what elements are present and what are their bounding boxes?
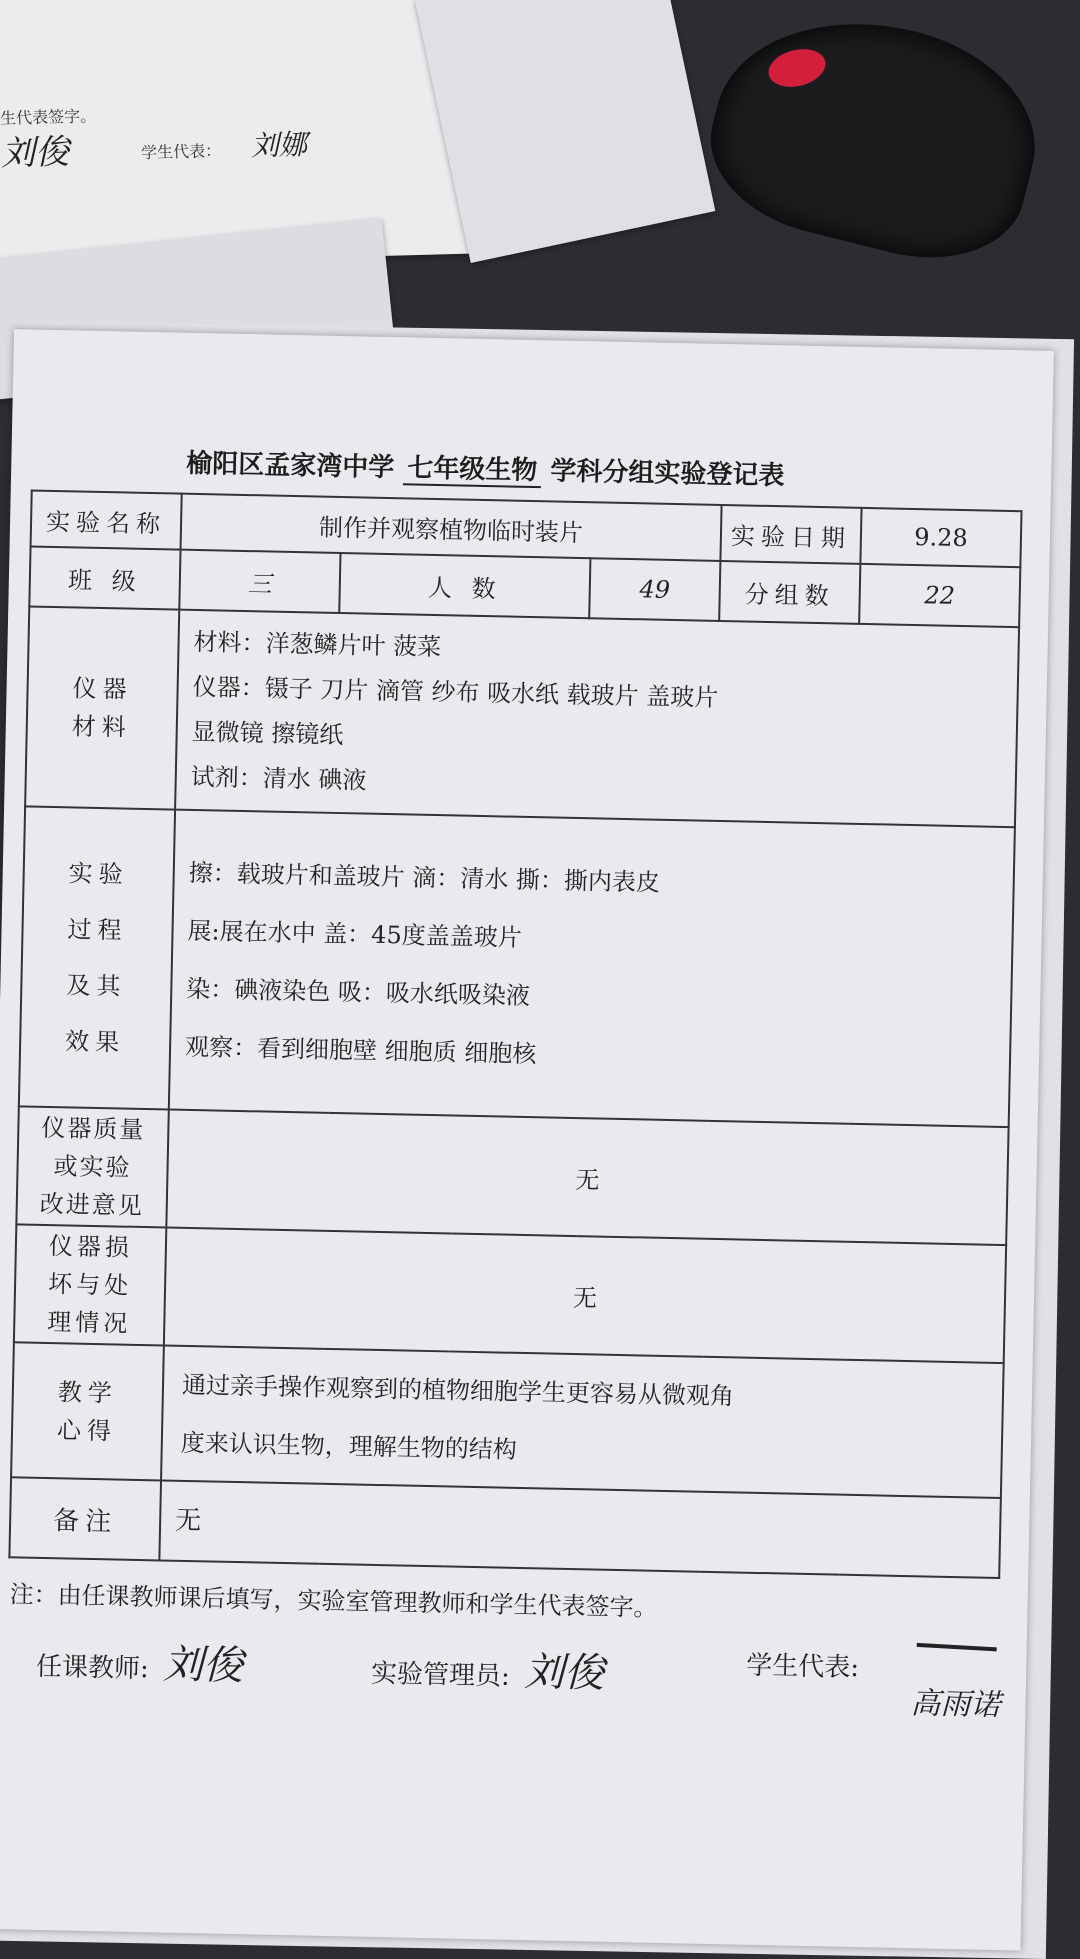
label-process-line: 及其	[66, 971, 127, 1001]
admin-signature-label: 实验管理员:	[370, 1658, 511, 1692]
value-people: 49	[589, 558, 720, 621]
value-process	[169, 810, 1015, 1128]
label-damage-line: 仪器损	[48, 1232, 134, 1262]
value-class: 三	[179, 550, 340, 613]
crossed-out-signature	[917, 1643, 997, 1651]
form-row-damage	[14, 1224, 1006, 1363]
label-class: 班 级	[29, 547, 180, 610]
title-subject: 七年级生物	[403, 453, 542, 488]
value-damage: 无	[164, 1227, 1006, 1363]
background-sheet	[0, 0, 474, 266]
reflection-line: 通过亲手操作观察到的植物细胞学生更容易从微观角	[181, 1370, 735, 1410]
label-process-line: 效果	[64, 1027, 126, 1057]
form-row-process	[19, 806, 1015, 1127]
materials-line: 材料：洋葱鳞片叶 菠菜	[193, 627, 442, 662]
label-damage-line: 理情况	[47, 1308, 132, 1338]
materials-line: 仪器：镊子 刀片 滴管 纱布 吸水纸 载玻片 盖玻片	[192, 672, 719, 712]
label-damage	[14, 1224, 166, 1345]
background-student-label: 学生代表：	[140, 141, 222, 163]
materials-line: 显微镜 擦镜纸	[191, 717, 344, 750]
student-signature-label: 学生代表:	[745, 1650, 860, 1684]
label-materials	[25, 606, 179, 809]
label-quality	[16, 1106, 168, 1227]
form-row-materials	[25, 606, 1019, 827]
label-experiment-date: 实验日期	[720, 505, 861, 564]
teacher-signature-label: 任课教师:	[35, 1651, 150, 1685]
label-process-line: 过程	[67, 915, 128, 945]
value-experiment-name: 制作并观察植物临时装片	[181, 494, 722, 561]
value-reflection	[161, 1345, 1004, 1498]
process-line: 擦：载玻片和盖玻片 滴：清水 撕：撕内表皮	[188, 858, 661, 897]
label-reflection	[11, 1342, 164, 1480]
label-materials-line: 材料	[71, 712, 133, 742]
label-experiment-name: 实验名称	[31, 491, 182, 550]
label-people: 人 数	[339, 553, 590, 618]
reflection-line: 度来认识生物，理解生物的结构	[180, 1428, 518, 1464]
admin-signature: 刘俊	[523, 1649, 605, 1697]
label-reflection-line: 心得	[56, 1415, 118, 1446]
label-remarks: 备注	[9, 1477, 161, 1560]
computer-mouse	[693, 0, 1057, 280]
label-process	[19, 806, 175, 1109]
teacher-signature: 刘俊	[162, 1641, 244, 1690]
experiment-form-table	[8, 489, 1022, 1579]
experiment-register-sheet	[0, 329, 1054, 1950]
value-quality: 无	[166, 1110, 1008, 1246]
student-signature-field	[746, 1645, 860, 1684]
background-teacher-signature: 刘俊	[0, 132, 70, 174]
form-footnote: 注：由任课教师课后填写，实验室管理教师和学生代表签字。	[9, 1580, 658, 1622]
label-groups: 分组数	[719, 561, 860, 624]
process-line: 展:展在水中 盖：45度盖盖玻片	[187, 916, 523, 952]
form-title	[186, 443, 785, 493]
background-student-signature: 刘娜	[250, 127, 308, 163]
value-experiment-date: 9.28	[860, 508, 1021, 567]
form-row-reflection	[11, 1342, 1004, 1498]
title-school: 榆阳区孟家湾中学	[186, 448, 395, 484]
label-materials-line: 仪器	[72, 674, 133, 704]
student-signature: 高雨诺	[910, 1686, 1001, 1724]
label-damage-line: 坏与处	[47, 1270, 133, 1300]
materials-line: 试剂：清水 碘液	[190, 762, 367, 795]
form-row-quality	[16, 1106, 1008, 1245]
process-line: 染：碘液染色 吸：吸水纸吸染液	[186, 974, 531, 1011]
value-materials	[175, 610, 1019, 828]
admin-signature-field	[371, 1637, 605, 1699]
title-suffix: 学科分组实验登记表	[550, 456, 785, 492]
label-quality-line: 改进意见	[39, 1189, 145, 1221]
label-process-line: 实验	[68, 859, 130, 889]
value-remarks: 无	[159, 1480, 1000, 1578]
teacher-signature-field	[36, 1630, 244, 1691]
label-quality-line: 或实验	[53, 1152, 132, 1182]
value-groups: 22	[859, 564, 1020, 627]
background-footer-text: 生代表签字。	[0, 106, 97, 128]
label-reflection-line: 教学	[57, 1377, 119, 1408]
label-quality-line: 仪器质量	[41, 1113, 146, 1145]
process-line: 观察：看到细胞壁 细胞质 细胞核	[184, 1032, 537, 1069]
